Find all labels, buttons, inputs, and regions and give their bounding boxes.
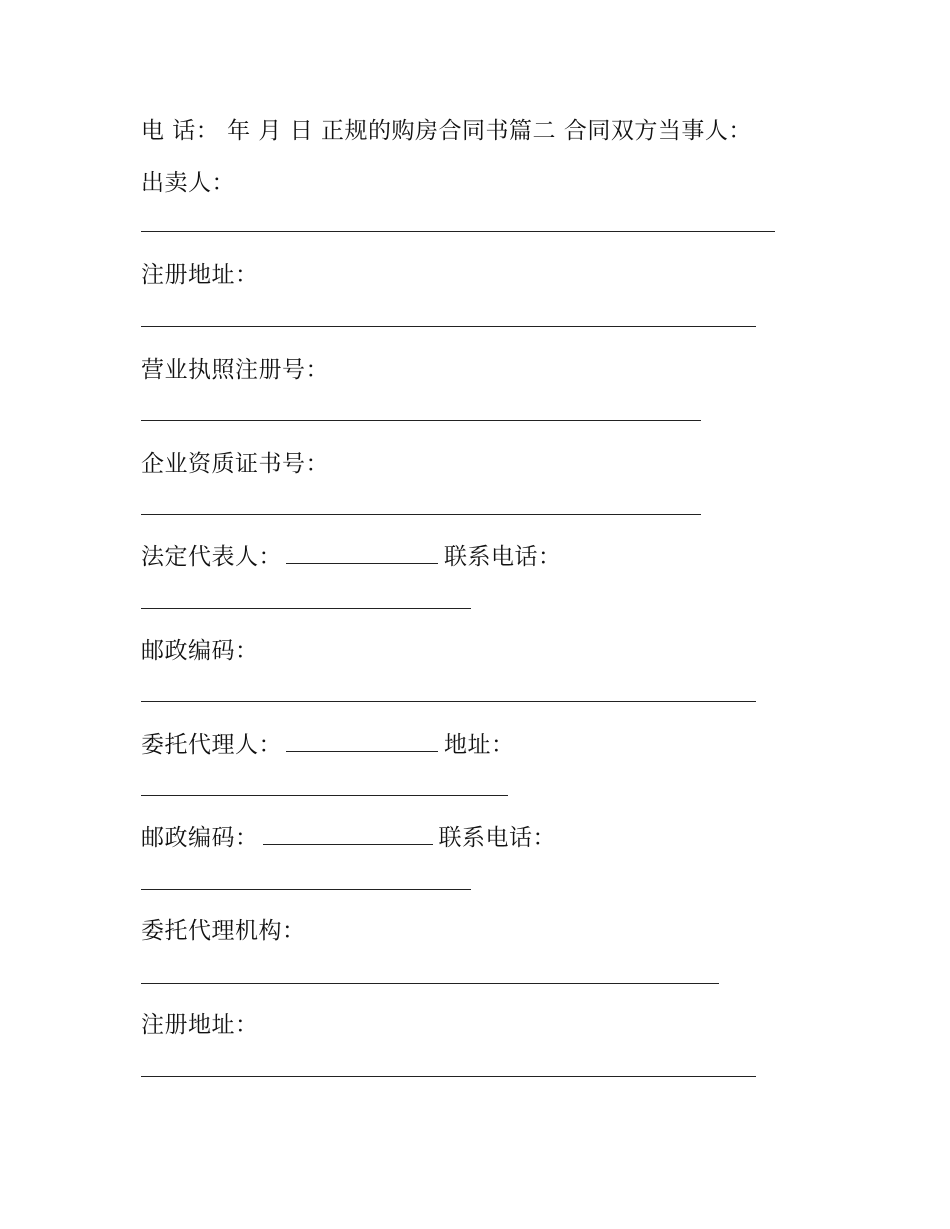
header-line: 电 话： 年 月 日 正规的购房合同书篇二 合同双方当事人：	[141, 118, 752, 144]
agency-label: 委托代理机构：	[141, 918, 306, 944]
agency-blank[interactable]	[141, 983, 719, 984]
agent-row	[141, 730, 515, 760]
license-label: 营业执照注册号：	[141, 357, 329, 383]
address-blank[interactable]	[141, 795, 508, 796]
contact-phone-label: 联系电话：	[444, 544, 562, 570]
license-blank[interactable]	[141, 420, 701, 421]
contact-phone-blank-2[interactable]	[141, 889, 471, 890]
postal-code-blank-2[interactable]	[263, 824, 433, 845]
address-label: 地址：	[444, 732, 515, 758]
reg-address-blank[interactable]	[141, 326, 756, 327]
contact-phone-blank[interactable]	[141, 608, 471, 609]
reg-address-blank-2[interactable]	[141, 1076, 756, 1077]
postal-code-blank[interactable]	[141, 701, 756, 702]
legal-rep-row	[141, 542, 562, 572]
reg-address-label: 注册地址：	[141, 262, 259, 288]
legal-rep-label: 法定代表人：	[141, 544, 282, 570]
qualification-blank[interactable]	[141, 514, 701, 515]
qualification-label: 企业资质证书号：	[141, 451, 329, 477]
reg-address-label-2: 注册地址：	[141, 1012, 259, 1038]
postal-code-label-2: 邮政编码：	[141, 825, 259, 851]
postal-code-row	[141, 823, 556, 853]
seller-blank[interactable]	[141, 231, 775, 232]
agent-label: 委托代理人：	[141, 732, 282, 758]
legal-rep-blank[interactable]	[286, 543, 438, 564]
contact-phone-label-2: 联系电话：	[438, 825, 556, 851]
agent-blank[interactable]	[286, 731, 438, 752]
postal-code-label: 邮政编码：	[141, 638, 259, 664]
seller-label: 出卖人：	[141, 170, 235, 196]
